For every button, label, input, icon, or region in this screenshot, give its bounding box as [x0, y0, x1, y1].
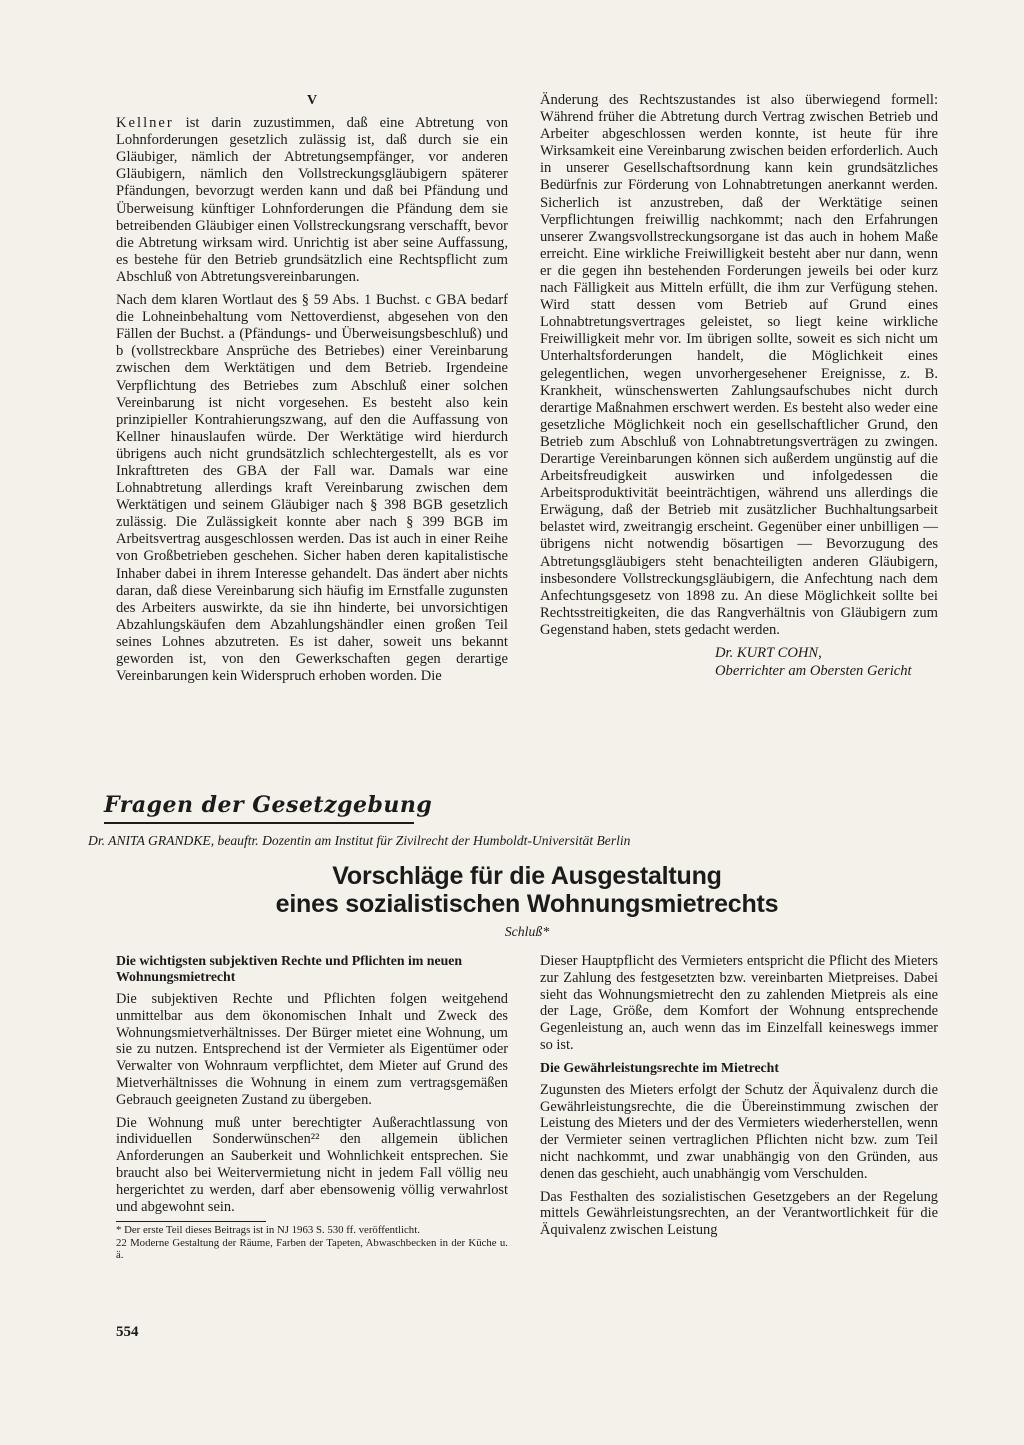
paragraph: Das Festhalten des sozialistischen Gesetzgebers an der Regelung mittels Gewährleistungsrechten, an der Verantwortlichkeit für die Äquivalenz zwischen Leistung — [540, 1188, 938, 1239]
article-continuation-note: Schluß* — [504, 924, 550, 939]
article-title-line-2: eines sozialistischen Wohnungsmietrechts — [275, 890, 779, 918]
article-title-line-1: Vorschläge für die Ausgestaltung — [332, 862, 722, 890]
paragraph-text: ist darin zuzustimmen, daß eine Abtretung von Lohnforderungen gesetzlich zulässig ist, daß durch sie ein Gläubiger, nämlich der Abtretungsempfänger, vor anderen Gläubigern, nämlich den Vollstreckungsgläubigern späterer Pfändungen, bevorzugt werden kann und daß bei Pfändung und Überweisung künftiger Lohnforderungen die Pfändung dem sie betreibenden Gläubiger einen Vollstreckungsrang verschafft, bevor die Abtretung wirksam wird. Unrichtig ist aber seine Auffassung, es bestehe für den Betrieb grundsätzlich eine Rechtspflicht zum Abschluß von Abtretungsvereinbarungen. — [116, 115, 508, 285]
paragraph: Nach dem klaren Wortlaut des § 59 Abs. 1 Buchst. c GBA bedarf die Lohneinbehaltung vom Nettoverdienst, abgesehen von den Fällen der Buchst. a (Pfändungs- und Überweisungsbeschluß) und b (vollstreckbare Ansprüche des Betriebes) einer Vereinbarung zwischen dem Werktätigen und dem Betrieb. Irgendeine Verpflichtung des Betriebes zum Abschluß einer solchen Vereinbarung ist nicht vorgesehen. Es besteht also kein prinzipieller Kontrahierungszwang, auf den die Auffassung von Kellner hinauslaufen würde. Der Werktätige wird hierdurch übrigens auch nicht grundsätzlich schlechtergestellt, als es vor Inkrafttreten des GBA der Fall war. Damals war eine Lohnabtretung allerdings kraft Vereinbarung zwischen dem Werktätigen und seinem Gläubiger nach § 398 BGB gesetzlich zulässig. Die Zulässigkeit konnte aber nach § 399 BGB im Arbeitsvertrag ausgeschlossen werden. Das ist auch in einer Reihe von Großbetrieben geschehen. Sicher haben deren kapitalistische Inhaber dabei in ihrem Interesse gehandelt. Das ändert aber nichts daran, daß diese Vereinbarung sich häufig im Ernstfalle zugunsten des Arbeiters auswirkte, da sie ihn hinderte, bei unvorsichtigen Abzahlungskäufen dem Abzahlungshändler einen großen Teil seines Lohnes abzutreten. Es ist daher, soweit uns bekannt geworden ist, von den Gewerkschaften gegen derartige Vereinbarungen kein Widerspruch erhoben worden. Die — [116, 292, 508, 685]
top-left-column — [116, 92, 508, 691]
paragraph: Zugunsten des Mieters erfolgt der Schutz der Äquivalenz durch die Gewährleistungsrechte, die die Übereinstimmung zwischen der Leistung des Mieters und der des Vermieters wiederherstellen, wenn der Vermieter seinen vertraglichen Pflichten nicht bzw. zum Teil nicht nachkommt, und zwar unabhängig von den Gründen, aus denen das geschieht, auch unabhängig vom Verschulden. — [540, 1081, 938, 1182]
rubric-heading: Fragen der Gesetzgebung — [104, 792, 433, 818]
signature — [715, 645, 938, 680]
article-title — [116, 862, 938, 918]
top-right-column — [540, 92, 938, 680]
lower-left-column — [116, 953, 508, 1263]
signature-name: Dr. KURT COHN, — [715, 645, 822, 661]
footnote: 22 Moderne Gestaltung der Räume, Farben der Tapeten, Abwaschbecken in der Küche u. ä. — [116, 1237, 508, 1261]
author-surname-spaced: Kellner — [116, 115, 174, 132]
article-author-line: Dr. ANITA GRANDKE, beauftr. Dozentin am Institut für Zivilrecht der Humboldt-Universität Berlin — [88, 833, 631, 848]
paragraph — [116, 115, 508, 286]
page-number: 554 — [116, 1324, 139, 1340]
rubric-underline — [104, 822, 414, 824]
signature-role: Oberrichter am Obersten Gericht — [715, 662, 912, 679]
footnote-rule — [116, 1221, 266, 1222]
paragraph: Dieser Hauptpflicht des Vermieters entspricht die Pflicht des Mieters zur Zahlung des festgesetzten bzw. vereinbarten Mietpreises. Dabei sieht das Wohnungsmietrecht den zu zahlenden Mietpreis als eine der Lage, Größe, dem Komfort der Wohnung entsprechende Gegenleistung an, auch wenn das im Einzelfall keineswegs immer so ist. — [540, 953, 938, 1053]
section-heading: Die Gewährleistungsrechte im Mietrecht — [540, 1059, 779, 1075]
paragraph: Änderung des Rechtszustandes ist also überwiegend formell: Während früher die Abtretung durch Vertrag zwischen Betrieb und Arbeiter abgeschlossen werden konnte, ist heute für ihre Wirksamkeit eine Vereinbarung zwischen beiden erforderlich. Auch in unserer Gesellschaftsordnung kann kein grundsätzliches Bedürfnis zur Förderung von Lohnabtretungen anerkannt werden. Sicherlich ist anzustreben, daß der Werktätige seinen Verpflichtungen freiwillig nachkommt; nach den Erfahrungen unserer Zwangsvollstreckungsorgane ist das auch in hohem Maße erreicht. Eine wirkliche Freiwilligkeit besteht aber nur dann, wenn er die gegen ihn bestehenden Forderungen jeweils bei oder kurz nach Fälligkeit aus Mitteln erfüllt, die ihm zur Verfügung stehen. Wird statt dessen vom Betrieb auf Grund eines Lohnabtretungsvertrages geleistet, so liegt keine wirkliche Freiwilligkeit mehr vor. Im übrigen sollte, soweit es sich nicht um Unterhaltsforderungen handelt, die Möglichkeit eines gelegentlichen, wegen unvorhergesehener Ereignisse, z. B. Krankheit, wünschenswerten Zahlungsaufschubes nicht durch derartige Maßnahmen erschwert werden. Es besteht also weder eine gesetzliche Möglichkeit noch ein gesellschaftlicher Grund, den Betrieb zum Abschluß von Lohnabtretungsverträgen zu zwingen. Derartige Vereinbarungen können sich außerdem ungünstig auf die Arbeitsfreudigkeit auswirken und infolgedessen die Arbeitsproduktivität beeinträchtigen, während uns allerdings die Erwägung, daß der Betrieb mit zusätzlicher Buchhaltungsarbeit belastet wird, zweitrangig erscheint. Gegenüber einer unbilligen — übrigens nicht notwendig bösartigen — Bevorzugung des Abtretungsgläubigers steht benachteiligten anderen Gläubigern, insbesondere Vollstreckungsgläubigern, die Anfechtung nach dem Anfechtungsgesetz von 1898 zu. An diese Möglichkeit sollte bei Rechtsstreitigkeiten, die das Rangverhältnis von Gläubigern zum Gegenstand haben, stets gedacht werden. — [540, 92, 938, 638]
footnote: * Der erste Teil dieses Beitrags ist in NJ 1963 S. 530 ff. veröffentlicht. — [116, 1224, 420, 1237]
paragraph: Die Wohnung muß unter berechtigter Außerachtlassung von individuellen Sonderwünschen²² den allgemein üblichen Anforderungen an Sauberkeit und Wohnlichkeit entsprechen. Sie braucht also bei Weitervermietung nicht in jedem Fall völlig neu hergerichtet zu werden, darf aber ebensowenig völlig verwahrlost und abgewohnt sein. — [116, 1114, 508, 1215]
section-heading: Die wichtigsten subjektiven Rechte und Pflichten im neuen Wohnungsmietrecht — [116, 953, 463, 984]
paragraph: Die subjektiven Rechte und Pflichten folgen weitgehend unmittelbar aus dem ökonomischen Inhalt und Zweck des Wohnungsmietverhältnisses. Der Bürger mietet eine Wohnung, um sie zu nutzen. Entsprechend ist der Vermieter als Eigentümer oder Verwalter von Wohnraum verpflichtet, dem Mieter auf Grund des Mietverhältnisses die Wohnung in einem zum vertragsgemäßen Gebrauch geeigneten Zustand zu übergeben. — [116, 991, 508, 1108]
section-numeral: V — [306, 93, 318, 108]
lower-right-column — [540, 953, 938, 1245]
